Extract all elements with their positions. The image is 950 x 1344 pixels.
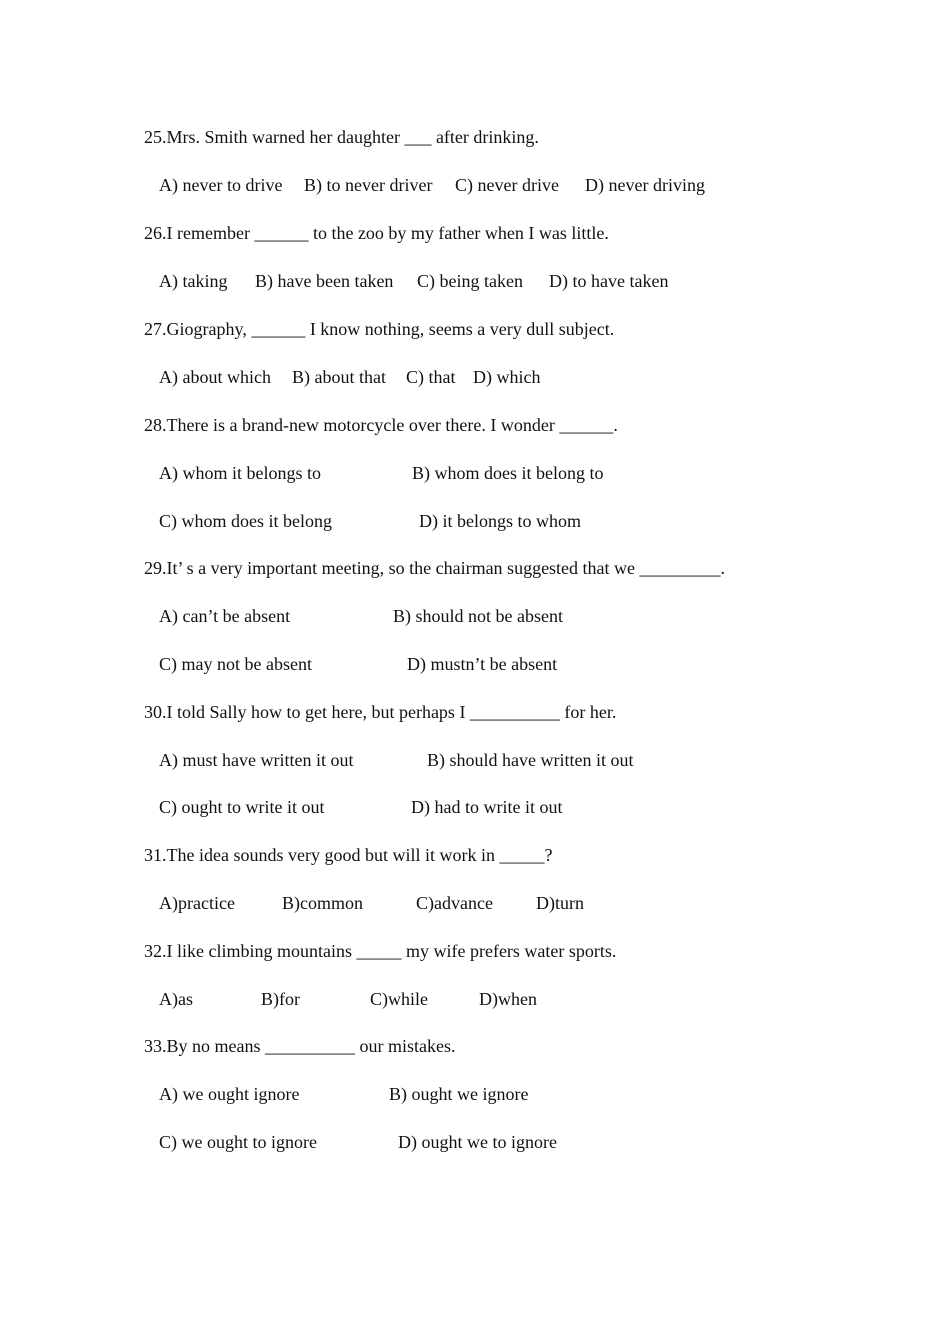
option-29-d: D) mustn’t be absent	[407, 654, 558, 674]
question-28: 28.There is a brand-new motorcycle over there. I wonder ______.	[144, 415, 618, 435]
option-31-d: D)turn	[536, 893, 584, 913]
option-31-a: A)practice	[159, 893, 235, 913]
option-25-c: C) never drive	[455, 175, 559, 195]
option-33-c: C) we ought to ignore	[159, 1132, 317, 1152]
question-33: 33.By no means __________ our mistakes.	[144, 1036, 456, 1056]
question-30: 30.I told Sally how to get here, but perhaps I __________ for her.	[144, 702, 617, 722]
option-33-a: A) we ought ignore	[159, 1084, 300, 1104]
option-32-c: C)while	[370, 989, 428, 1009]
option-30-d: D) had to write it out	[411, 797, 563, 817]
option-32-d: D)when	[479, 989, 537, 1009]
option-30-c: C) ought to write it out	[159, 797, 325, 817]
option-25-b: B) to never driver	[304, 175, 433, 195]
option-32-b: B)for	[261, 989, 300, 1009]
question-31: 31.The idea sounds very good but will it work in _____?	[144, 845, 553, 865]
option-26-d: D) to have taken	[549, 271, 669, 291]
option-25-a: A) never to drive	[159, 175, 283, 195]
question-32: 32.I like climbing mountains _____ my wife prefers water sports.	[144, 941, 617, 961]
option-29-a: A) can’t be absent	[159, 606, 291, 626]
option-33-b: B) ought we ignore	[389, 1084, 529, 1104]
option-29-c: C) may not be absent	[159, 654, 312, 674]
question-25: 25.Mrs. Smith warned her daughter ___ after drinking.	[144, 127, 539, 147]
option-33-d: D) ought we to ignore	[398, 1132, 557, 1152]
option-32-a: A)as	[159, 989, 193, 1009]
option-28-a: A) whom it belongs to	[159, 463, 321, 483]
question-26: 26.I remember ______ to the zoo by my father when I was little.	[144, 223, 609, 243]
options-row-33-2	[159, 1131, 557, 1219]
option-26-c: C) being taken	[417, 271, 523, 291]
option-28-b: B) whom does it belong to	[412, 463, 604, 483]
question-27: 27.Giography, ______ I know nothing, seems a very dull subject.	[144, 319, 615, 339]
option-26-b: B) have been taken	[255, 271, 394, 291]
option-30-a: A) must have written it out	[159, 750, 354, 770]
option-31-b: B)common	[282, 893, 363, 913]
option-28-d: D) it belongs to whom	[419, 511, 581, 531]
option-25-d: D) never driving	[585, 175, 705, 195]
option-28-c: C) whom does it belong	[159, 511, 332, 531]
option-29-b: B) should not be absent	[393, 606, 563, 626]
question-29: 29.It’ s a very important meeting, so the chairman suggested that we _________.	[144, 558, 726, 578]
option-27-a: A) about which	[159, 367, 271, 387]
option-27-d: D) which	[473, 367, 541, 387]
option-26-a: A) taking	[159, 271, 228, 291]
option-31-c: C)advance	[416, 893, 493, 913]
option-27-b: B) about that	[292, 367, 386, 387]
option-30-b: B) should have written it out	[427, 750, 634, 770]
option-27-c: C) that	[406, 367, 456, 387]
